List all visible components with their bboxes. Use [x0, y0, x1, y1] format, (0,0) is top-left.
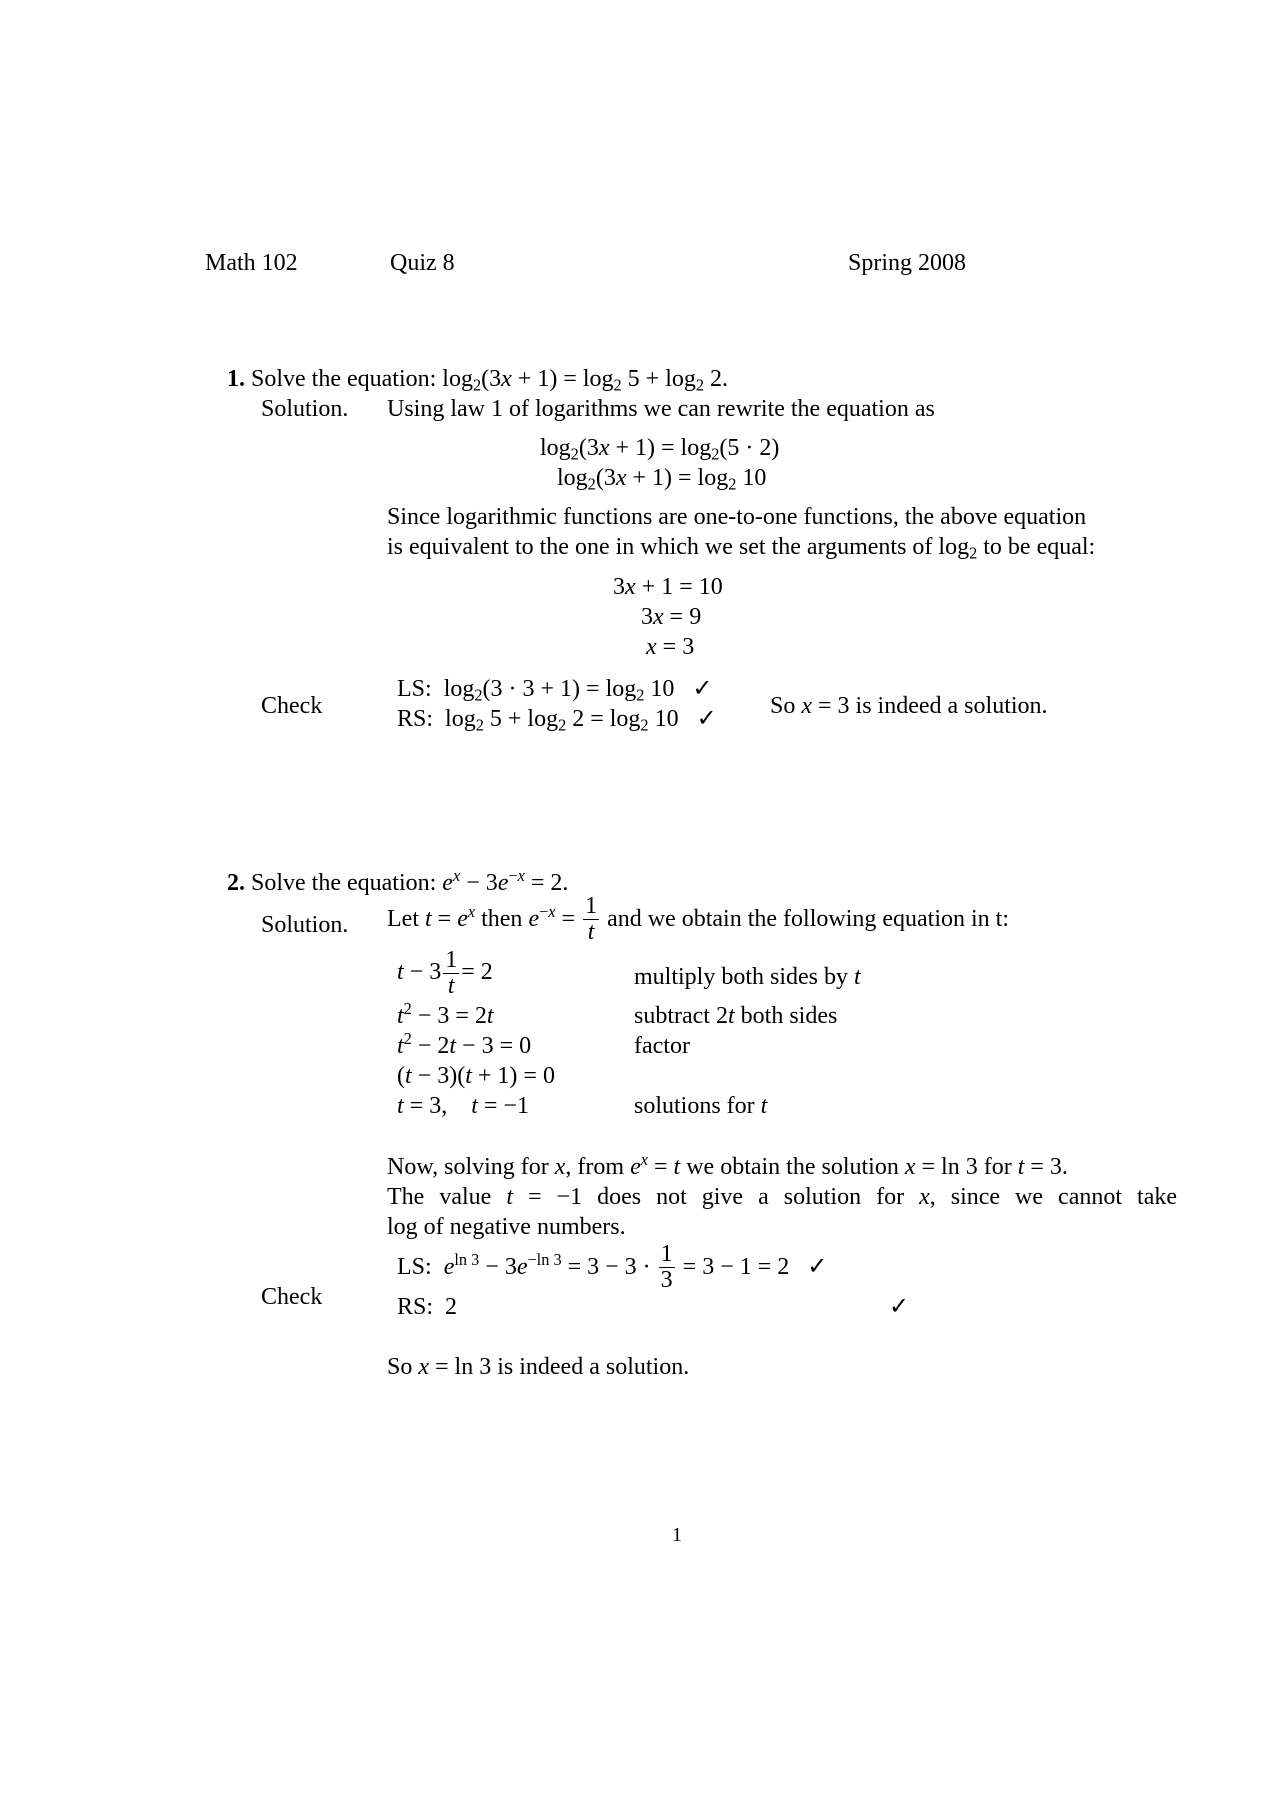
step-expr: t − 3 $\frac{1}{t}$ = 2	[397, 947, 493, 1000]
step-expr: t = 3, t = −1	[397, 1093, 529, 1119]
equation-line: $\log_2(3x + 1) = \log_2(5 \cdot 2)$	[540, 435, 780, 464]
step-expr: $t^2 - 3 = 2t$	[397, 999, 494, 1029]
step-line: 3x + 1 = 10	[613, 574, 723, 600]
paragraph-line: The value t = −1 does not give a solution for x, since we cannot take	[387, 1184, 1178, 1210]
ls-line: LS: $\log_2(3 \cdot 3 + 1) = \log_2 10$ ✓	[397, 676, 713, 705]
step-line: x = 3	[646, 634, 695, 660]
rs-value: 2	[445, 1294, 458, 1320]
solution-intro-rest: and we obtain the following equation in t:	[607, 906, 1010, 933]
rs-label: RS:	[397, 1294, 434, 1320]
checkmark-icon: ✓	[889, 1294, 910, 1320]
problem-2-prompt-text: Solve the equation:	[251, 870, 437, 896]
explanation-line: Since logarithmic functions are one-to-one functions, the above equation	[387, 504, 1087, 530]
equation-line: $\log_2(3x + 1) = \log_2 10$	[557, 465, 767, 494]
ls-label: LS:	[397, 676, 432, 702]
paragraph-line: Now, solving for x, from $e^x = t$ we obtain the solution x = ln 3 for t = 3.	[387, 1150, 1068, 1180]
step-expr: $t^2 - 2t - 3 = 0$	[397, 1029, 532, 1059]
ls-line: LS: $e^{ln 3} - 3e^{-ln 3} = 3 - 3$ · $\frac{1}{3}$ = 3 − 1 = 2 ✓	[397, 1241, 828, 1294]
rs-line	[397, 1293, 457, 1322]
ls-label: LS:	[397, 1254, 432, 1281]
problem-1-prompt-equation: $\log_2(3x + 1) = \log_2 5 + \log_2 2$.	[442, 366, 729, 395]
step-note: factor	[634, 1033, 690, 1059]
step-note: solutions for t	[634, 1093, 768, 1119]
check-label: Check	[261, 693, 323, 719]
rs-line: RS: $\log_2 5 + \log_2 2 = \log_2 10$ ✓	[397, 706, 717, 735]
quiz-title: Quiz 8	[390, 250, 455, 276]
paragraph-line: log of negative numbers.	[387, 1214, 626, 1240]
conclusion: So x = ln 3 is indeed a solution.	[387, 1354, 690, 1380]
problem-1-prompt	[227, 365, 728, 394]
step-note: subtract 2t both sides	[634, 1003, 838, 1029]
rs-label: RS:	[397, 706, 434, 732]
problem-2-prompt-equation: $e^x - 3e^{-x} = 2$.	[442, 866, 569, 896]
course-title: Math 102	[205, 250, 298, 276]
problem-2-number: 2.	[227, 870, 245, 896]
term-label: Spring 2008	[848, 250, 967, 276]
problem-1-number: 1.	[227, 366, 245, 392]
check-label: Check	[261, 1284, 323, 1310]
conclusion: So x = 3 is indeed a solution.	[770, 693, 1048, 719]
explanation-line: is equivalent to the one in which we set the arguments of $\log_2$ to be equal:	[387, 534, 1096, 563]
solution-label: Solution.	[261, 396, 349, 422]
checkmark-icon: ✓	[692, 676, 713, 702]
checkmark-icon: ✓	[807, 1254, 828, 1281]
step-expr: (t − 3)(t + 1) = 0	[397, 1063, 555, 1089]
page-number: 1	[672, 1524, 682, 1546]
solution-intro: Let $t = e^x$ then $e^{-x}$ = $\frac{1}{t}$ and we obtain the following equation in t:	[387, 893, 1010, 946]
problem-1-prompt-text: Solve the equation:	[251, 366, 437, 392]
step-line: 3x = 9	[641, 604, 702, 630]
step-note: multiply both sides by t	[634, 964, 861, 990]
solution-intro: Using law 1 of logarithms we can rewrite the equation as	[387, 396, 935, 422]
checkmark-icon: ✓	[696, 706, 717, 732]
solution-label: Solution.	[261, 912, 349, 938]
